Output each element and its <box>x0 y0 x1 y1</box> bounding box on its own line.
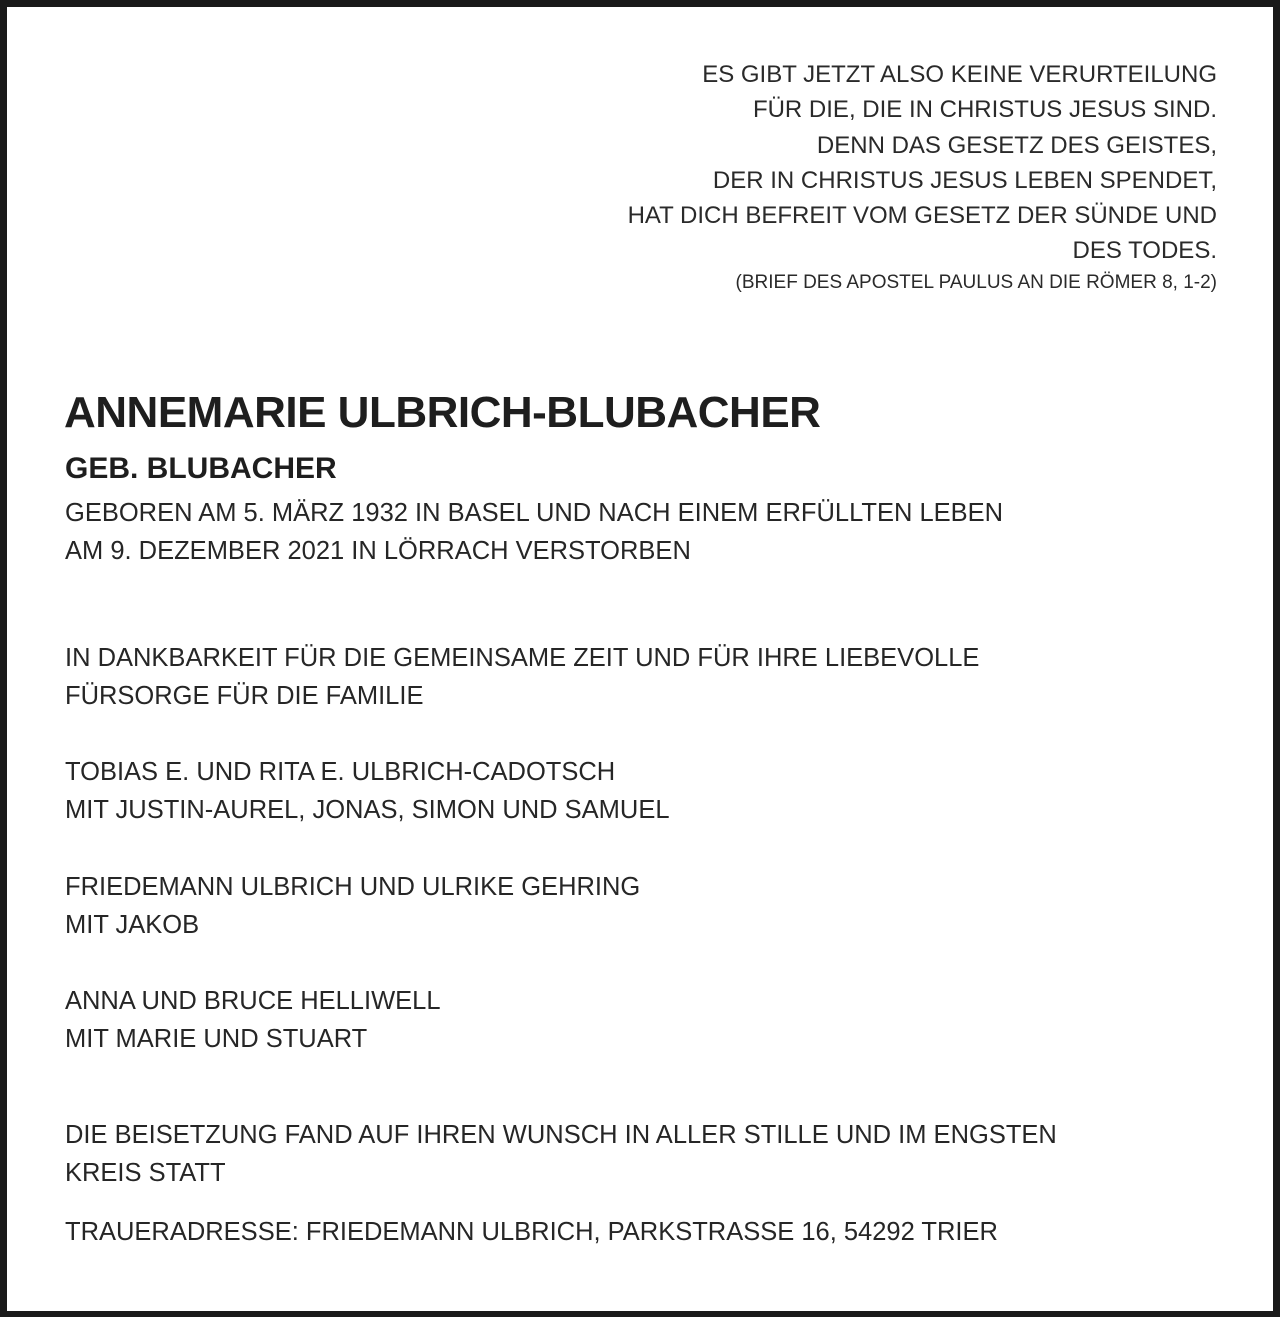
verse-line: DENN DAS GESETZ DES GEISTES, <box>816 131 1217 159</box>
gratitude-line: FÜRSORGE FÜR DIE FAMILIE <box>65 682 424 710</box>
verse-source: (BRIEF DES APOSTEL PAULUS AN DIE RÖMER 8, 1-2) <box>735 271 1217 293</box>
verse-line: FÜR DIE, DIE IN CHRISTUS JESUS SIND. <box>752 96 1217 124</box>
mourner-group <box>65 753 670 829</box>
verse-line: DES TODES. <box>1072 237 1217 265</box>
verse-line: HAT DICH BEFREIT VOM GESETZ DER SÜNDE UND <box>627 202 1217 230</box>
bible-verse <box>628 57 1217 297</box>
address-line: TRAUERADRESSE: FRIEDEMANN ULBRICH, PARKSTRASSE 16, 54292 TRIER <box>65 1218 998 1246</box>
deceased-name: ANNEMARIE ULBRICH-BLUBACHER <box>64 388 821 437</box>
burial-note <box>65 1116 1057 1192</box>
life-dates <box>65 494 1003 570</box>
mourner-group <box>65 868 640 944</box>
mourner-line: TOBIAS E. UND RITA E. ULBRICH-CADOTSCH <box>65 758 616 786</box>
life-line: AM 9. DEZEMBER 2021 IN LÖRRACH VERSTORBEN <box>65 537 691 565</box>
mourner-line: MIT JUSTIN-AUREL, JONAS, SIMON UND SAMUEL <box>65 796 670 824</box>
life-line: GEBOREN AM 5. MÄRZ 1932 IN BASEL UND NACH EINEM ERFÜLLTEN LEBEN <box>65 499 1004 527</box>
mourning-address <box>65 1213 998 1251</box>
gratitude-statement <box>65 639 979 715</box>
mourner-line: ANNA UND BRUCE HELLIWELL <box>65 987 441 1015</box>
verse-line: ES GIBT JETZT ALSO KEINE VERURTEILUNG <box>702 61 1217 88</box>
burial-line: DIE BEISETZUNG FAND AUF IHREN WUNSCH IN ALLER STILLE UND IM ENGSTEN <box>65 1121 1057 1149</box>
burial-line: KREIS STATT <box>65 1159 226 1187</box>
verse-line: DER IN CHRISTUS JESUS LEBEN SPENDET, <box>712 166 1217 194</box>
maiden-name: GEB. BLUBACHER <box>65 452 337 485</box>
mourner-line: MIT JAKOB <box>65 911 200 939</box>
mourner-line: MIT MARIE UND STUART <box>65 1025 368 1053</box>
mourner-line: FRIEDEMANN ULBRICH UND ULRIKE GEHRING <box>65 873 641 901</box>
gratitude-line: IN DANKBARKEIT FÜR DIE GEMEINSAME ZEIT UND FÜR IHRE LIEBEVOLLE <box>65 644 980 672</box>
mourner-group <box>65 982 441 1058</box>
